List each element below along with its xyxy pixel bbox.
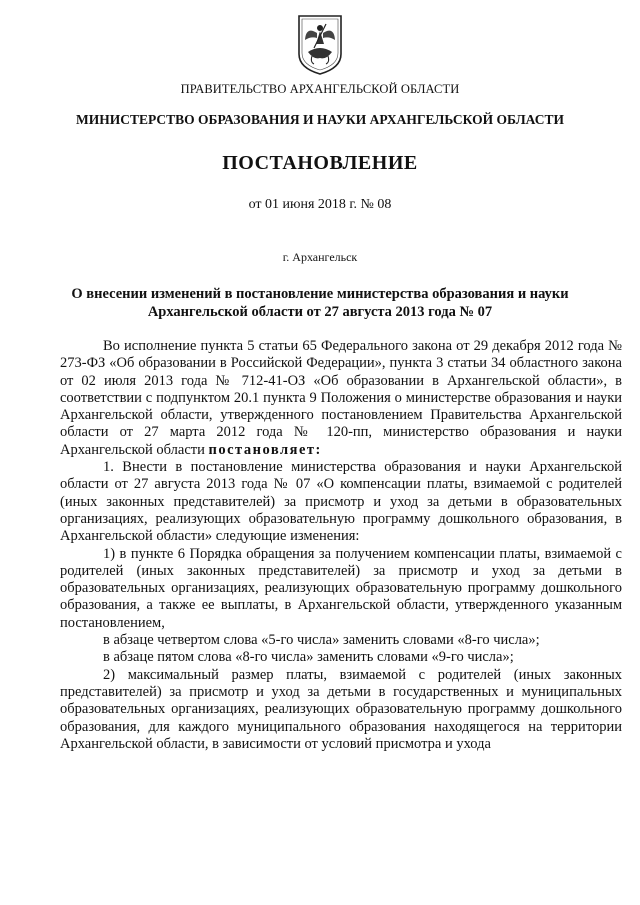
document-city: г. Архангельск bbox=[282, 250, 358, 264]
preamble-paragraph bbox=[60, 338, 622, 459]
subitem-1-paragraph: 1) в пункте 6 Порядка обращения за получением компенсации платы, взимаемой с родителей (иных законных представителей) за присмотр и уход за детьми в образовательных организациях, реализующих образовательную программу дошкольного образования, а также ее выплаты, в Архангельской области, утвержденного указанным постановлением, bbox=[60, 545, 622, 631]
amendment-paragraph-5: в абзаце пятом слова «8-го числа» заменить словами «9-го числа»; bbox=[103, 649, 514, 666]
document-date-number: от 01 июня 2018 г. № 08 bbox=[248, 197, 392, 212]
ministry-name: МИНИСТЕРСТВО ОБРАЗОВАНИЯ И НАУКИ АРХАНГЕЛЬСКОЙ ОБЛАСТИ bbox=[76, 112, 564, 127]
government-name: ПРАВИТЕЛЬСТВО АРХАНГЕЛЬСКОЙ ОБЛАСТИ bbox=[180, 82, 460, 96]
subitem-2-paragraph: 2) максимальный размер платы, взимаемой с родителей (иных законных представителей) за присмотр и уход за детьми в государственных и муниципальных образовательных организациях, реализующих образовательную программу дошкольного образования, для каждого муниципального образования находящегося на территории Архангельской области, в зависимости от условий присмотра и ухода bbox=[60, 666, 622, 752]
subject-line-1: О внесении изменений в постановление министерства образования и науки bbox=[71, 286, 569, 302]
item-1-paragraph: 1. Внести в постановление министерства образования и науки Архангельской области от 27 августа 2013 года № 07 «О компенсации платы, взимаемой с родителей (иных законных представителей) за присмотр и уход за детьми в образовательных организациях, реализующих образовательную программу дошкольного образования, в Архангельской области» следующие изменения: bbox=[60, 459, 622, 545]
document-title: ПОСТАНОВЛЕНИЕ bbox=[222, 152, 418, 174]
preamble-text: Во исполнение пункта 5 статьи 65 Федерального закона от 29 декабря 2012 года № 273-ФЗ «Об образовании в Российской Федерации», пункта 3 статьи 34 областного закона от 02 июля 2013 года № 712-41-ОЗ «Об образовании в Архангельской области», в соответствии с подпунктом 20.1 пункта 9 Положения о министерстве образования и науки Архангельской области, утвержденного постановлением Правительства Архангельской области от 27 марта 2012 года № 120-пп, министерство образования и науки Архангельской области bbox=[60, 338, 622, 458]
document-body bbox=[60, 338, 622, 753]
decree-word: постановляет: bbox=[208, 441, 322, 458]
coat-of-arms-emblem bbox=[296, 14, 344, 76]
subject-line-2: Архангельской области от 27 августа 2013 года № 07 bbox=[147, 304, 493, 320]
document-subject bbox=[60, 285, 580, 321]
amendment-paragraph-4: в абзаце четвертом слова «5-го числа» заменить словами «8-го числа»; bbox=[103, 632, 540, 649]
